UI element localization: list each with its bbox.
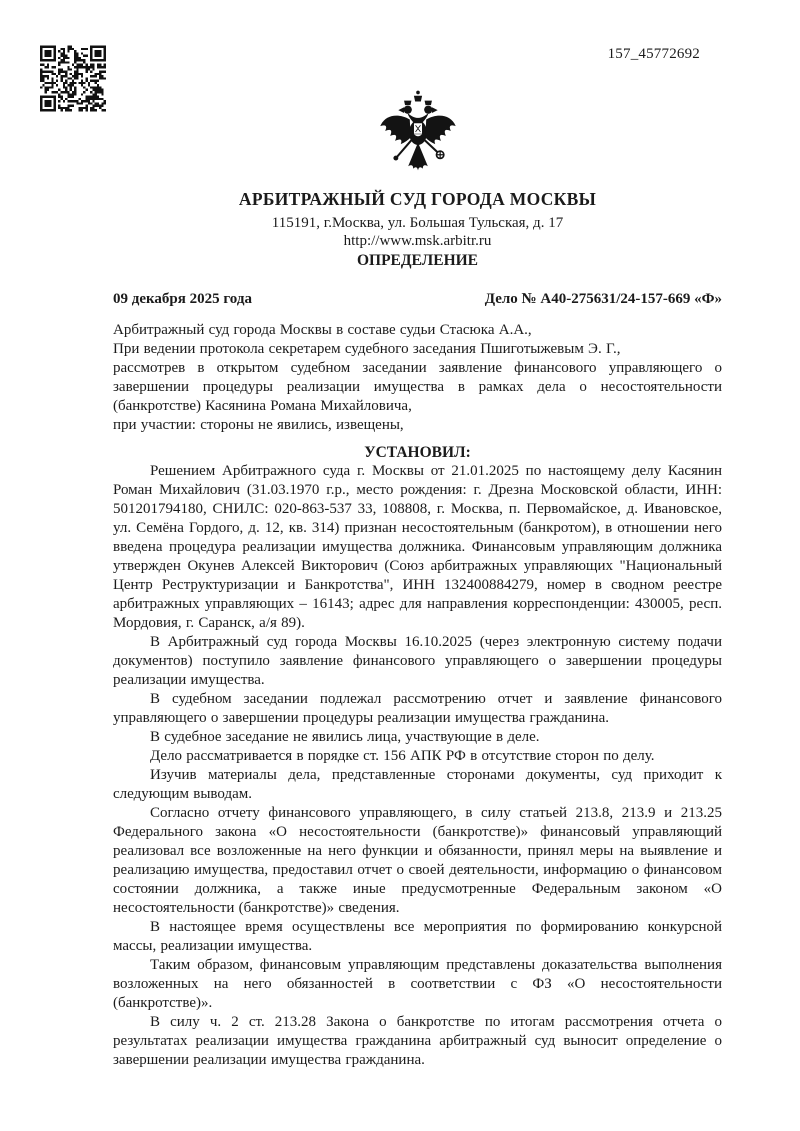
case-number: Дело № А40-275631/24-157-669 «Ф»	[484, 291, 722, 307]
paragraph: Дело рассматривается в порядке ст. 156 АПК РФ в отсутствие сторон по делу.	[150, 748, 655, 764]
paragraph: В Арбитражный суд города Москвы 16.10.2025 (через электронную систему подачи документов) поступило заявление финансового управляющего о завершении процедуры реализации имущества.	[113, 634, 722, 688]
established-heading: УСТАНОВИЛ:	[364, 444, 471, 461]
paragraph: Решением Арбитражного суда г. Москвы от 21.01.2025 по настоящему делу Касянин Роман Михайлович (31.03.1970 г.р., место рождения: г. Дрезна Московской области, ИНН: 501201794180, СНИЛС: 020-863-537 33, 108808, г. Москва, п. Первомайское, д. Ивановское, ул. Семёна Гордого, д. 12, кв. 314) признан несостоятельным (банкротом), в отношении него введена процедура реализации имущества должника. Финансовым управляющим должника утвержден Окунев Алексей Викторович (Союз арбитражных управляющих "Национальный Центр Реструктуризации и Банкротства", ИНН 132400884279, номер в сводном реестре арбитражных управляющих – 16143; адрес для направления корреспонденции: 430005, респ. Мордовия, г. Саранск, а/я 89).	[113, 463, 722, 631]
court-address: 115191, г.Москва, ул. Большая Тульская, д. 17	[271, 215, 564, 231]
paragraph: Согласно отчету финансового управляющего, в силу статьей 213.8, 213.9 и 213.25 Федерального закона «О несостоятельности (банкротстве)» финансовый управляющий реализовал все возложенные на него функции и обязанности, принял меры на выявление и реализацию имущества, предоставил отчет о своей деятельности, информацию о финансовом состоянии должника, а также иные предусмотренные Федеральным законом «О несостоятельности (банкротстве)» сведения.	[113, 805, 722, 916]
document-type-heading: ОПРЕДЕЛЕНИЕ	[356, 252, 479, 269]
body-section	[113, 462, 722, 1070]
coat-of-arms-icon	[377, 88, 459, 174]
case-info-row	[113, 291, 722, 308]
qr-code	[40, 45, 106, 112]
paragraph: Таким образом, финансовым управляющим представлены доказательства выполнения возложенных на него обязанностей в соответствии с ФЗ «О несостоятельности (банкротстве)».	[113, 957, 722, 1011]
paragraph: В судебном заседании подлежал рассмотрению отчет и заявление финансового управляющего о завершении процедуры реализации имущества гражданина.	[113, 691, 722, 726]
scan-number: 157_45772692	[607, 46, 700, 62]
paragraph: Изучив материалы дела, представленные сторонами документы, суд приходит к следующим выводам.	[113, 767, 722, 802]
paragraph: В силу ч. 2 ст. 213.28 Закона о банкротстве по итогам рассмотрения отчета о результатах реализации имущества гражданина арбитражный суд выносит определение о завершении реализации имущества гражданина.	[113, 1014, 722, 1068]
paragraph: рассмотрев в открытом судебном заседании заявление финансового управляющего о завершении процедуры реализации имущества в рамках дела о несостоятельности (банкротстве) Касянина Романа Михайловича,	[113, 360, 722, 414]
paragraph: Арбитражный суд города Москвы в составе судьи Стасюка А.А.,	[113, 322, 532, 338]
court-name: АРБИТРАЖНЫЙ СУД ГОРОДА МОСКВЫ	[238, 189, 597, 209]
paragraph: В настоящее время осуществлены все мероприятия по формированию конкурсной массы, реализации имущества.	[113, 919, 722, 954]
document-date: 09 декабря 2025 года	[113, 291, 252, 307]
paragraph: при участии: стороны не явились, извещены,	[113, 417, 404, 433]
document-content	[113, 88, 722, 1070]
intro-section	[113, 321, 722, 435]
court-website: http://www.msk.arbitr.ru	[343, 233, 492, 249]
paragraph: При ведении протокола секретарем судебного заседания Пшиготыжевым Э. Г.,	[113, 341, 621, 357]
paragraph: В судебное заседание не явились лица, участвующие в деле.	[150, 729, 540, 745]
